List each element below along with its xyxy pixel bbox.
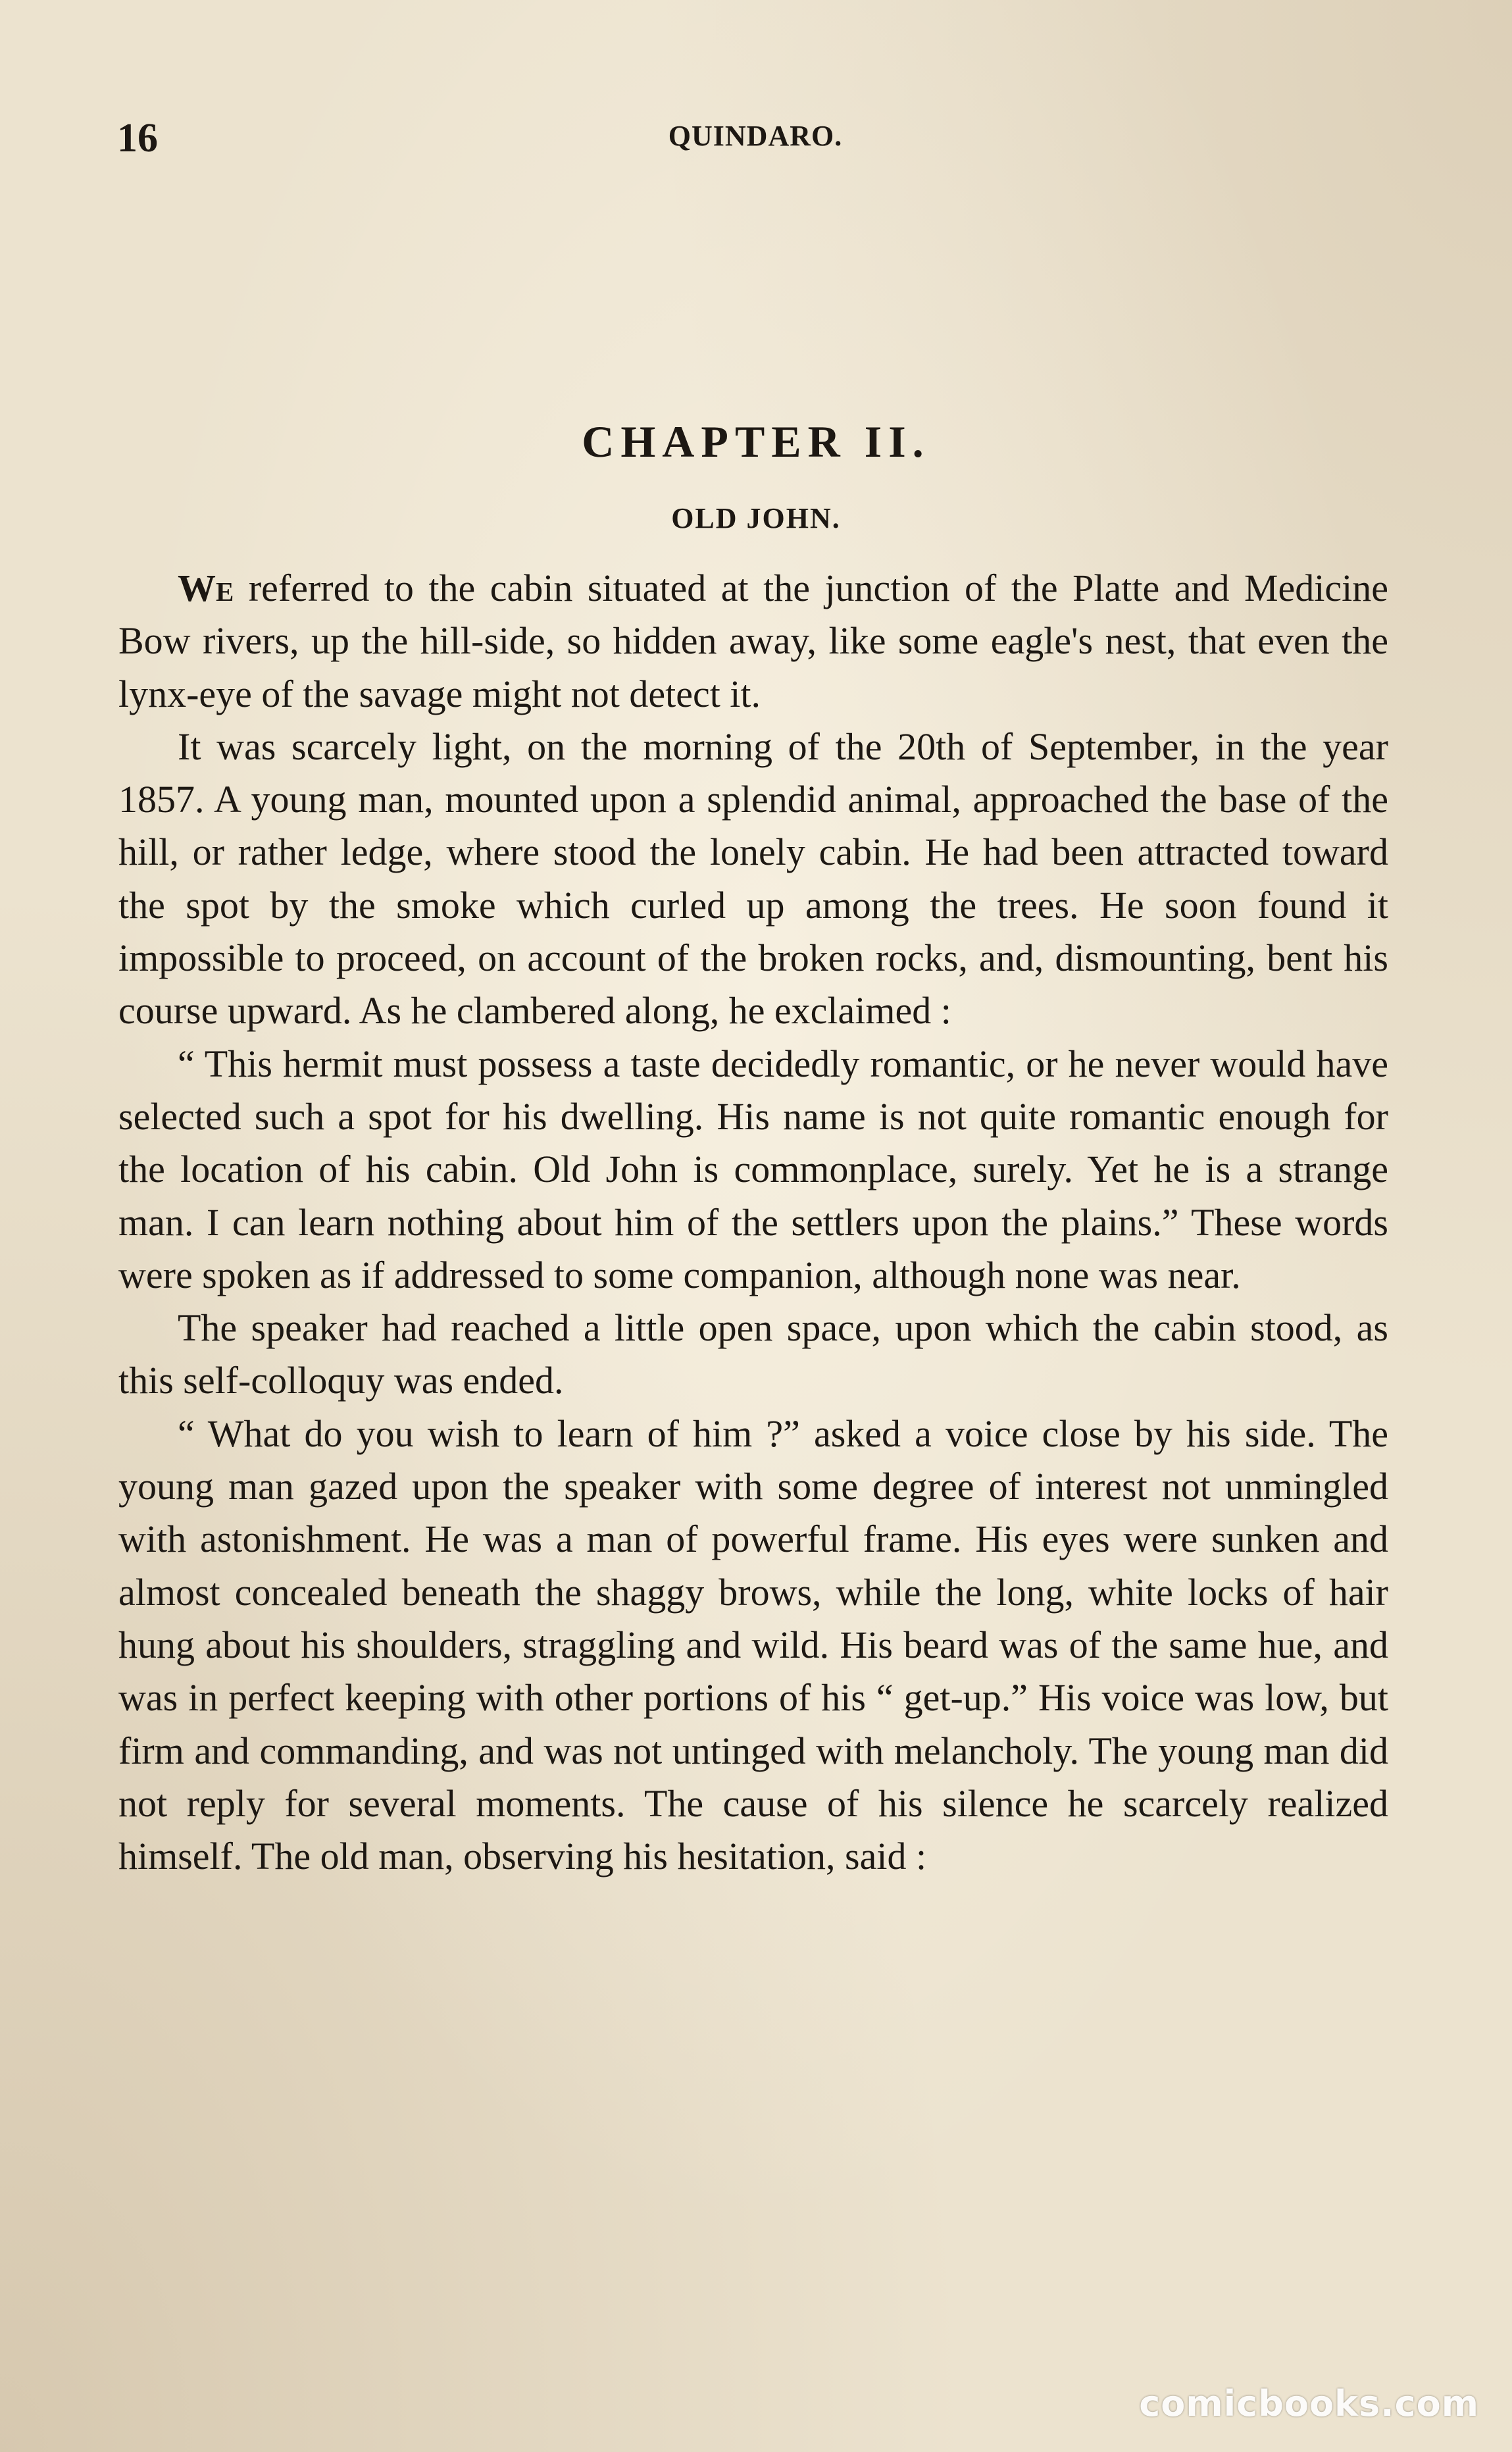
paragraph-text: referred to the cabin situated at the junction of the Platte and Medicine Bow rivers, up the hill-side, so hidden away, like some eagle's nest, that even the lynx-eye of the savage might not detect it. xyxy=(118,567,1388,715)
paragraph xyxy=(118,1302,1388,1408)
body-text xyxy=(118,562,1388,1883)
watermark: comicbooks.com xyxy=(1139,2383,1479,2424)
paragraph-text: “ What do you wish to learn of him ?” asked a voice close by his side. The young man gazed upon the speaker with some degree of interest not unmingled with astonishment. He was a man of powerful frame. His eyes were sunken and almost concealed beneath the shaggy brows, while the long, white locks of hair hung about his shoulders, straggling and wild. His beard was of the same hue, and was in perfect keeping with other portions of his “ get-up.” His voice was low, but firm and commanding, and was not untinged with melancholy. The young man did not reply for several moments. The cause of his silence he scarcely realized himself. The old man, observing his hesitation, said : xyxy=(118,1412,1388,1878)
chapter-subtitle: OLD JOHN. xyxy=(671,502,841,534)
paragraph xyxy=(118,721,1388,1038)
chapter-title: CHAPTER II. xyxy=(582,417,930,467)
paragraph-lead-word: We xyxy=(178,567,234,609)
paragraph-text: It was scarcely light, on the morning of the 20th of September, in the year 1857. A young man, mounted upon a splendid animal, approached the base of the hill, or rather ledge, where stood the lonely cabin. He had been attracted toward the spot by the smoke which curled up among the trees. He soon found it impossible to proceed, on account of the broken rocks, and, dismounting, bent his course upward. As he clambered along, he exclaimed : xyxy=(118,725,1388,1033)
paragraph-text: The speaker had reached a little open space, upon which the cabin stood, as this self-colloquy was ended. xyxy=(118,1306,1388,1402)
paragraph xyxy=(118,1038,1388,1302)
paragraph xyxy=(118,1408,1388,1883)
page-number: 16 xyxy=(117,116,158,161)
paragraph-text: “ This hermit must possess a taste decidedly romantic, or he never would have selected such a spot for his dwelling. His name is not quite romantic enough for the location of his cabin. Old John is commonplace, surely. Yet he is a strange man. I can learn nothing about him of the settlers upon the plains.” These words were spoken as if addressed to some companion, although none was near. xyxy=(118,1042,1388,1296)
running-head: QUINDARO. xyxy=(668,120,843,152)
page-header xyxy=(117,115,1394,168)
paragraph xyxy=(118,562,1388,721)
